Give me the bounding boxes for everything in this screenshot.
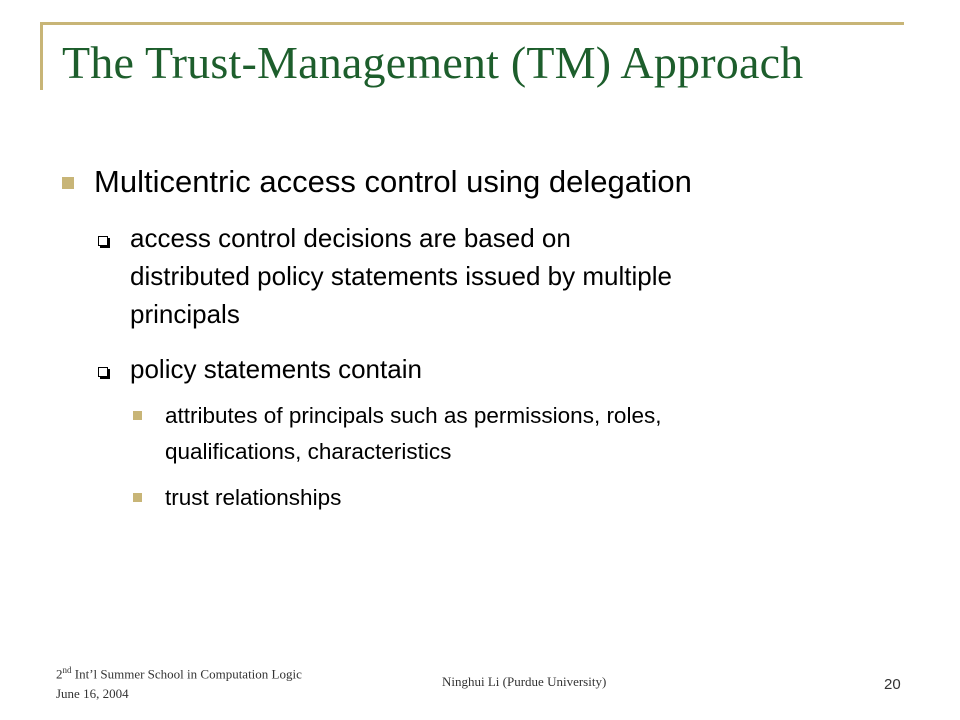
footer-author: Ninghui Li (Purdue University) [442,674,607,689]
left-border-line [40,22,43,90]
box-bullet-icon [98,367,108,377]
bullet-level2-item [130,219,910,333]
bullet-level3-line: qualifications, characteristics [165,439,452,464]
bullet-level3-item [165,480,905,516]
box-bullet-icon [98,236,108,246]
footer-event-ordinal-suffix: nd [62,665,72,675]
footer-event-name [56,660,302,684]
bullet-level2-line: access control decisions are based on [130,223,571,253]
top-border-line [40,22,904,25]
small-square-bullet-icon [133,493,142,502]
page-number: 20 [884,676,901,693]
bullet-level2-item [130,350,910,388]
bullet-level3-line: trust relationships [165,485,342,510]
bullet-level2-line: principals [130,299,240,329]
square-bullet-icon [62,177,74,189]
small-square-bullet-icon [133,411,142,420]
bullet-level2-line: distributed policy statements issued by multiple [130,261,672,291]
footer-event-ordinal: 2 [56,666,63,682]
footer-event-title: Int’l Summer School in Computation Logic [71,666,302,682]
bullet-level2-line: policy statements contain [130,354,422,384]
footer-date: June 16, 2004 [56,686,129,702]
bullet-level1-text: Multicentric access control using delegation [94,164,692,199]
footer-event-info [56,660,302,704]
bullet-level3-line: attributes of principals such as permissions, roles, [165,403,662,428]
slide-title: The Trust-Management (TM) Approach [62,37,804,88]
bullet-level3-item [165,398,905,470]
